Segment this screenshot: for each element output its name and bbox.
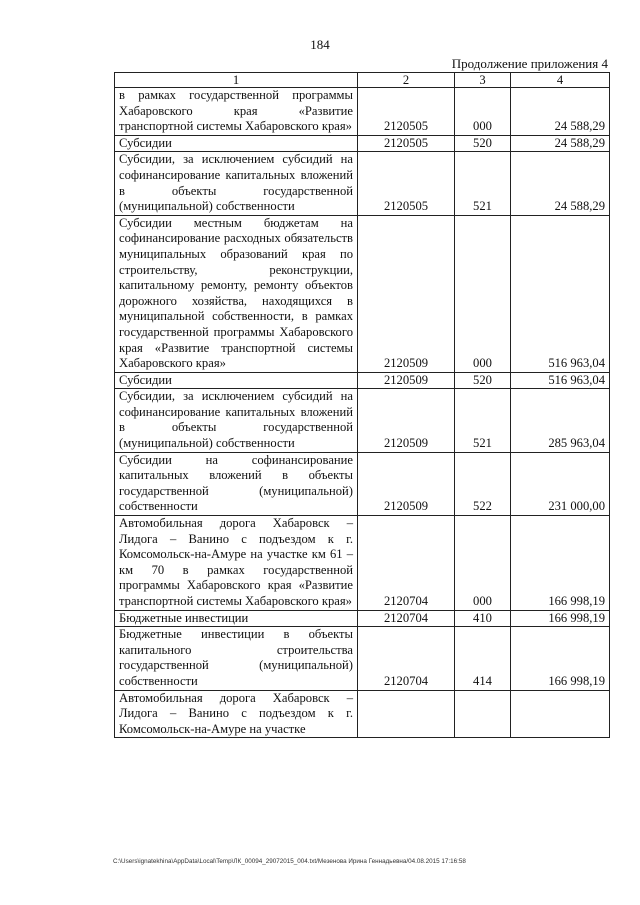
row-description: Автомобильная дорога Хабаровск – Лидога – Ванино с подъездом к г. Комсомольск-на-Амуре на участке км 61 – км 70 в рамках государственной программы Хабаровского края «Развитие транспортной системы Хабаровского края»	[115, 516, 358, 611]
table-header-row	[115, 73, 610, 88]
table-row	[115, 610, 610, 627]
row-amount: 516 963,04	[511, 215, 610, 372]
row-expense-type: 414	[455, 627, 511, 690]
row-expense-type: 000	[455, 516, 511, 611]
table-row	[115, 215, 610, 372]
column-header: 2	[358, 73, 455, 88]
row-description: Субсидии, за исключением субсидий на софинансирование капитальных вложений в объекты государственной (муниципальной) собственности	[115, 152, 358, 215]
table-row	[115, 452, 610, 515]
row-description: Субсидии на софинансирование капитальных вложений в объекты государственной (муниципальной) собственности	[115, 452, 358, 515]
row-expense-type: 000	[455, 215, 511, 372]
table-row	[115, 627, 610, 690]
continuation-label: Продолжение приложения 4	[451, 56, 608, 71]
row-description: Субсидии, за исключением субсидий на софинансирование капитальных вложений в объекты государственной (муниципальной) собственности	[115, 389, 358, 452]
row-target-code: 2120505	[358, 135, 455, 152]
row-description: Субсидии местным бюджетам на софинансирование расходных обязательств муниципальных образований края по строительству, реконструкции, капитальному ремонту, ремонту объектов дорожного хозяйства, находящихся в муниципальной собственности, в рамках государственной программы Хабаровского края «Развитие транспортной системы Хабаровского края»	[115, 215, 358, 372]
table-row	[115, 389, 610, 452]
row-target-code	[358, 690, 455, 738]
row-expense-type: 520	[455, 372, 511, 389]
row-amount: 285 963,04	[511, 389, 610, 452]
row-amount	[511, 690, 610, 738]
row-target-code: 2120509	[358, 452, 455, 515]
row-expense-type: 520	[455, 135, 511, 152]
row-amount: 166 998,19	[511, 627, 610, 690]
table-row	[115, 516, 610, 611]
page-number: 184	[310, 37, 330, 52]
row-target-code: 2120505	[358, 88, 455, 136]
row-description: Бюджетные инвестиции в объекты капитального строительства государственной (муниципальной) собственности	[115, 627, 358, 690]
row-description: Автомобильная дорога Хабаровск – Лидога – Ванино с подъездом к г. Комсомольск-на-Амуре на участке	[115, 690, 358, 738]
row-target-code: 2120704	[358, 627, 455, 690]
file-path-footer: C:\Users\ignatekhina\AppData\Local\Temp\ЛК_00094_29072015_004.txt/Мезенова Ирина Геннадьевна/04.08.2015 17:16:58	[113, 858, 466, 865]
row-target-code: 2120509	[358, 389, 455, 452]
table-row	[115, 88, 610, 136]
row-expense-type: 522	[455, 452, 511, 515]
row-amount: 24 588,29	[511, 135, 610, 152]
table-row	[115, 152, 610, 215]
row-description: Субсидии	[115, 372, 358, 389]
table-row	[115, 690, 610, 738]
column-header: 4	[511, 73, 610, 88]
row-amount: 24 588,29	[511, 152, 610, 215]
row-amount: 166 998,19	[511, 516, 610, 611]
row-expense-type: 521	[455, 389, 511, 452]
row-expense-type	[455, 690, 511, 738]
row-target-code: 2120704	[358, 610, 455, 627]
row-expense-type: 000	[455, 88, 511, 136]
row-amount: 516 963,04	[511, 372, 610, 389]
row-amount: 166 998,19	[511, 610, 610, 627]
column-header: 3	[455, 73, 511, 88]
row-target-code: 2120509	[358, 215, 455, 372]
row-target-code: 2120704	[358, 516, 455, 611]
row-target-code: 2120509	[358, 372, 455, 389]
row-description: Субсидии	[115, 135, 358, 152]
row-expense-type: 521	[455, 152, 511, 215]
budget-table	[114, 72, 610, 738]
row-description: Бюджетные инвестиции	[115, 610, 358, 627]
row-amount: 231 000,00	[511, 452, 610, 515]
row-expense-type: 410	[455, 610, 511, 627]
column-header: 1	[115, 73, 358, 88]
row-description: в рамках государственной программы Хабаровского края «Развитие транспортной системы Хабаровского края»	[115, 88, 358, 136]
table-row	[115, 135, 610, 152]
row-amount: 24 588,29	[511, 88, 610, 136]
table-row	[115, 372, 610, 389]
row-target-code: 2120505	[358, 152, 455, 215]
